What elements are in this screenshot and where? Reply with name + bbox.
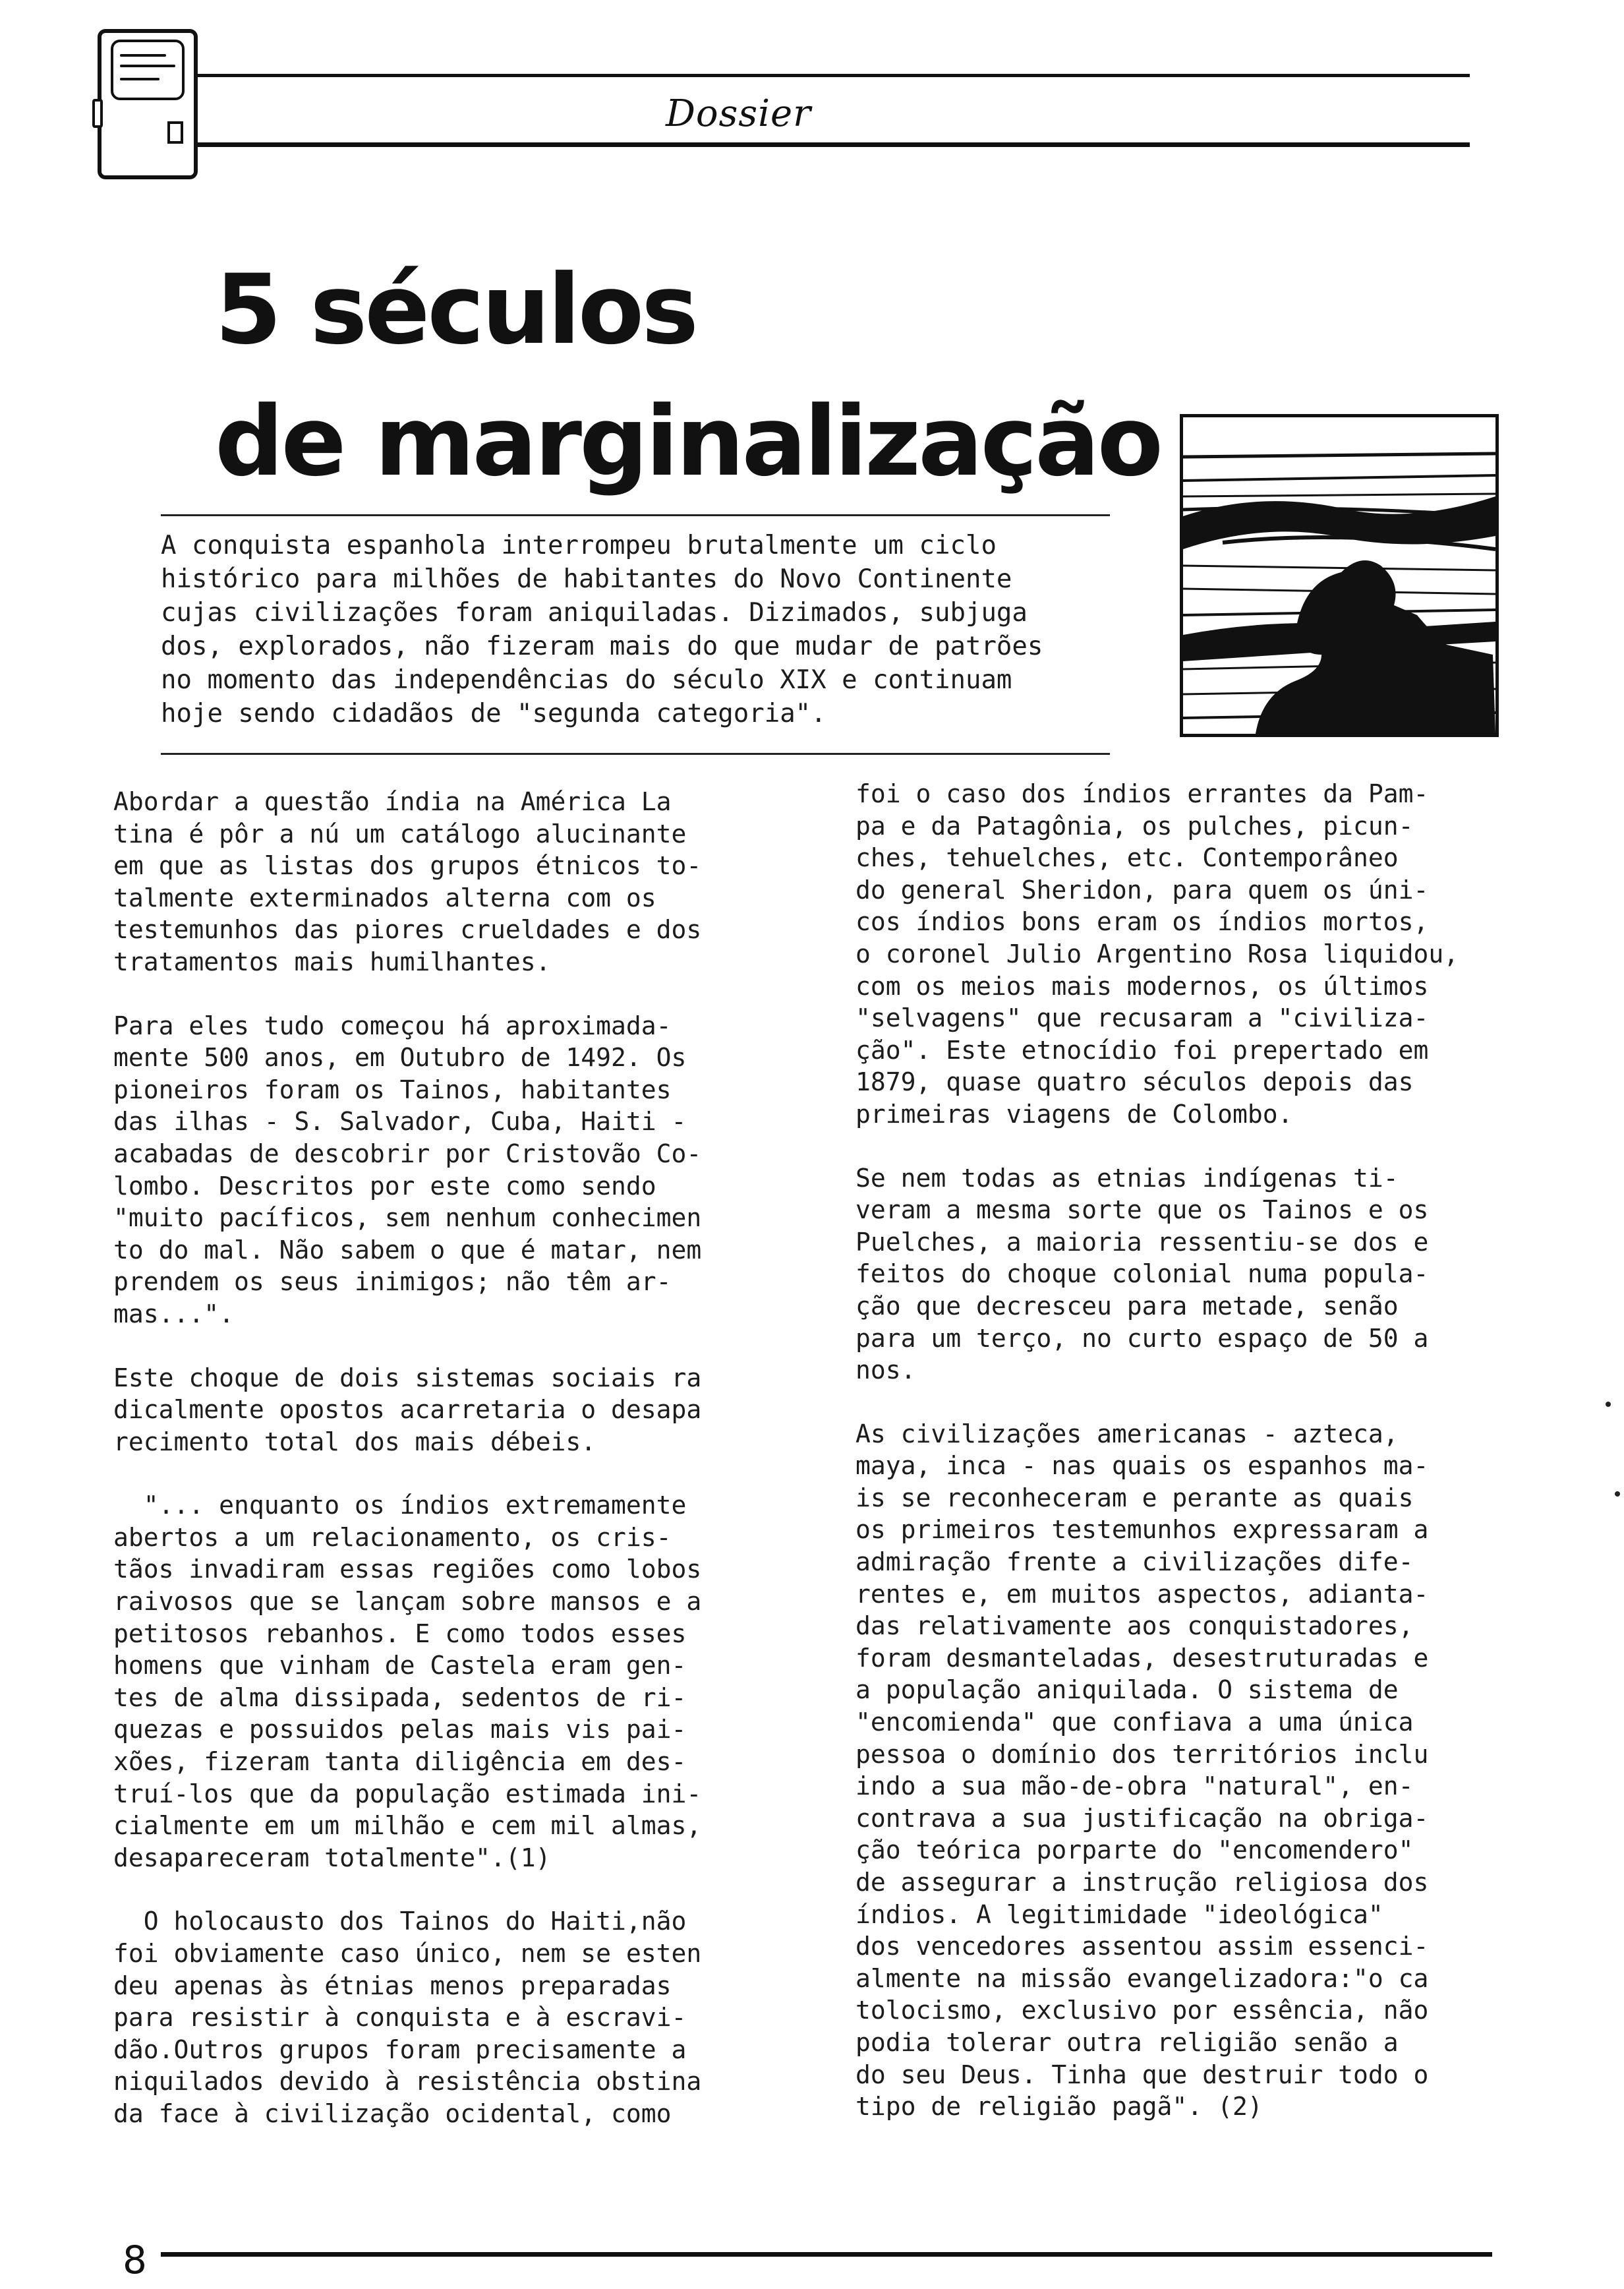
- text-line: ção que decresceu para metade, senão: [856, 1291, 1399, 1321]
- footer-rule: [161, 2252, 1492, 2257]
- text-line: talmente exterminados alterna com os: [113, 883, 656, 912]
- text-line: feitos do choque colonial numa popula-: [856, 1259, 1429, 1289]
- text-line: os primeiros testemunhos expressaram a: [856, 1515, 1429, 1545]
- illustration-svg: [1183, 417, 1495, 734]
- lead-line: cujas civilizações foram aniquiladas. Dizimados, subjuga: [161, 598, 1028, 628]
- logo-scribble-2: [120, 65, 175, 67]
- text-line: das relativamente aos conquistadores,: [856, 1611, 1414, 1641]
- text-line: dão.Outros grupos foram precisamente a: [113, 2035, 687, 2064]
- article-lead: [161, 529, 1110, 730]
- text-line: tolocismo, exclusivo por essência, não: [856, 1996, 1429, 2025]
- text-line: foi o caso dos índios errantes da Pam-: [856, 779, 1429, 808]
- text-line: homens que vinham de Castela eram gen-: [113, 1651, 687, 1680]
- article-column-left: [113, 786, 772, 2162]
- scan-speck: [1615, 1491, 1620, 1497]
- text-line: truí-los que da população estimada ini-: [113, 1779, 702, 1808]
- text-line: foi obviamente caso único, nem se esten: [113, 1939, 702, 1968]
- text-line: para resistir à conquista e à escravi-: [113, 2003, 687, 2033]
- text-line: lombo. Descritos por este como sendo: [113, 1171, 656, 1201]
- text-line: mente 500 anos, em Outubro de 1492. Os: [113, 1043, 687, 1073]
- sunset-silhouette-icon: [1180, 414, 1499, 737]
- text-line: nos.: [856, 1355, 916, 1385]
- article-column-right: [856, 778, 1534, 2155]
- text-line: cialmente em um milhão e cem mil almas,: [113, 1811, 702, 1841]
- text-line: niquilados devido à resistência obstina: [113, 2067, 702, 2096]
- text-line: As civilizações americanas - azteca,: [856, 1419, 1399, 1448]
- header-rule-bottom: [198, 142, 1470, 147]
- text-line: para um terço, no curto espaço de 50 a: [856, 1323, 1429, 1353]
- logo-binder-tab: [92, 99, 103, 128]
- lead-line: dos, explorados, não fizeram mais do que mudar de patrões: [161, 632, 1043, 661]
- article-title: [215, 244, 1161, 508]
- right-column-paragraph: [856, 1418, 1534, 2123]
- text-line: indo a sua mão-de-obra "natural", en-: [856, 1771, 1414, 1801]
- left-column-paragraph: [113, 786, 772, 978]
- text-line: Este choque de dois sistemas sociais ra: [113, 1363, 702, 1392]
- text-line: to do mal. Não sabem o que é matar, nem: [113, 1235, 702, 1264]
- text-line: deu apenas às étnias menos preparadas: [113, 1971, 672, 2000]
- text-line: mas...".: [113, 1299, 235, 1328]
- text-line: desapareceram totalmente".(1): [113, 1843, 551, 1872]
- text-line: O holocausto dos Tainos do Haiti,não: [113, 1907, 687, 1936]
- left-column-paragraph: [113, 1362, 772, 1458]
- lead-line: A conquista espanhola interrompeu brutalmente um ciclo: [161, 531, 997, 560]
- text-line: Se nem todas as etnias indígenas ti-: [856, 1163, 1399, 1193]
- text-line: em que as listas dos grupos étnicos to-: [113, 851, 702, 881]
- text-line: tipo de religião pagã". (2): [856, 2092, 1263, 2122]
- text-line: dos vencedores assentou assim essenci-: [856, 1932, 1429, 1961]
- text-line: foram desmanteladas, desestruturadas e: [856, 1643, 1429, 1673]
- text-line: do seu Deus. Tinha que destruir todo o: [856, 2060, 1429, 2089]
- text-line: xões, fizeram tanta diligência em des-: [113, 1747, 687, 1777]
- text-line: raivosos que se lançam sobre mansos e a: [113, 1587, 702, 1617]
- text-line: "selvagens" que recusaram a "civiliza-: [856, 1003, 1429, 1033]
- text-line: rentes e, em muitos aspectos, adianta-: [856, 1579, 1429, 1609]
- text-line: quezas e possuidos pelas mais vis pai-: [113, 1715, 687, 1744]
- text-line: cos índios bons eram os índios mortos,: [856, 907, 1429, 937]
- lead-rule-top: [161, 514, 1110, 516]
- text-line: ção teórica porparte do "encomendero": [856, 1835, 1414, 1865]
- scan-speck: [1606, 1402, 1611, 1407]
- article-title-line-2: de marginalização: [215, 386, 1161, 498]
- text-line: petitosos rebanhos. E como todos esses: [113, 1619, 687, 1648]
- left-column-paragraph: [113, 1905, 772, 2129]
- logo-label: [111, 40, 185, 100]
- text-line: a população aniquilada. O sistema de: [856, 1675, 1399, 1705]
- lead-line: histórico para milhões de habitantes do Novo Continente: [161, 564, 1012, 594]
- page-number: 8: [123, 2238, 147, 2282]
- text-line: prendem os seus inimigos; não têm ar-: [113, 1267, 672, 1297]
- text-line: maya, inca - nas quais os espanhos ma-: [856, 1451, 1429, 1481]
- text-line: is se reconheceram e perante as quais: [856, 1483, 1414, 1512]
- lead-line: hoje sendo cidadãos de "segunda categoria".: [161, 699, 826, 728]
- text-line: podia tolerar outra religião senão a: [856, 2027, 1399, 2057]
- header-rule-top: [198, 74, 1470, 77]
- text-line: tina é pôr a nú um catálogo alucinante: [113, 819, 687, 848]
- text-line: Abordar a questão índia na América La: [113, 787, 672, 816]
- lead-line: no momento das independências do século XIX e continuam: [161, 665, 1012, 695]
- lead-rule-bottom: [161, 753, 1110, 755]
- text-line: dicalmente opostos acarretaria o desapa: [113, 1395, 702, 1425]
- logo-scribble-3: [120, 78, 160, 80]
- text-line: primeiras viagens de Colombo.: [856, 1099, 1293, 1129]
- text-line: abertos a um relacionamento, os cris-: [113, 1522, 672, 1552]
- right-column-paragraph: [856, 1162, 1534, 1386]
- text-line: 1879, quase quatro séculos depois das: [856, 1067, 1414, 1097]
- text-line: do general Sheridon, para quem os úni-: [856, 875, 1429, 905]
- text-line: de assegurar a instrução religiosa dos: [856, 1868, 1429, 1897]
- text-line: pioneiros foram os Tainos, habitantes: [113, 1075, 672, 1104]
- text-line: tratamentos mais humilhantes.: [113, 947, 551, 976]
- text-line: com os meios mais modernos, os últimos: [856, 971, 1429, 1001]
- left-column-paragraph: [113, 1489, 772, 1874]
- text-line: recimento total dos mais débeis.: [113, 1427, 596, 1456]
- logo-scribble-1: [120, 54, 166, 57]
- text-line: índios. A legitimidade "ideológica": [856, 1899, 1383, 1929]
- text-line: ção". Este etnocídio foi prepertado em: [856, 1035, 1429, 1065]
- section-label: Dossier: [666, 92, 811, 135]
- text-line: pessoa o domínio dos territórios inclu: [856, 1739, 1429, 1769]
- text-line: das ilhas - S. Salvador, Cuba, Haiti -: [113, 1107, 687, 1137]
- text-line: da face à civilização ocidental, como: [113, 2098, 672, 2128]
- text-line: testemunhos das piores crueldades e dos: [113, 915, 702, 945]
- text-line: "... enquanto os índios extremamente: [113, 1491, 687, 1520]
- text-line: "encomienda" que confiava a uma única: [856, 1708, 1414, 1737]
- text-line: acabadas de descobrir por Cristovão Co-: [113, 1139, 702, 1168]
- text-line: tãos invadiram essas regiões como lobos: [113, 1555, 702, 1584]
- logo-clip-icon: [167, 121, 183, 144]
- left-column-paragraph: [113, 1010, 772, 1330]
- text-line: pa e da Patagônia, os pulches, picun-: [856, 811, 1414, 841]
- text-line: Para eles tudo começou há aproximada-: [113, 1011, 672, 1040]
- text-line: ches, tehuelches, etc. Contemporâneo: [856, 843, 1399, 873]
- publication-logo: [98, 29, 198, 179]
- text-line: o coronel Julio Argentino Rosa liquidou,: [856, 939, 1459, 968]
- text-line: contrava a sua justificação na obriga-: [856, 1803, 1429, 1833]
- text-line: veram a mesma sorte que os Tainos e os: [856, 1195, 1429, 1225]
- right-column-paragraph: [856, 778, 1534, 1131]
- text-line: admiração frente a civilizações dife-: [856, 1547, 1414, 1577]
- text-line: almente na missão evangelizadora:"o ca: [856, 1963, 1429, 1993]
- article-title-line-1: 5 séculos: [215, 254, 697, 366]
- text-line: "muito pacíficos, sem nenhum conhecimen: [113, 1203, 702, 1233]
- text-line: Puelches, a maioria ressentiu-se dos e: [856, 1227, 1429, 1257]
- text-line: tes de alma dissipada, sedentos de ri-: [113, 1682, 687, 1712]
